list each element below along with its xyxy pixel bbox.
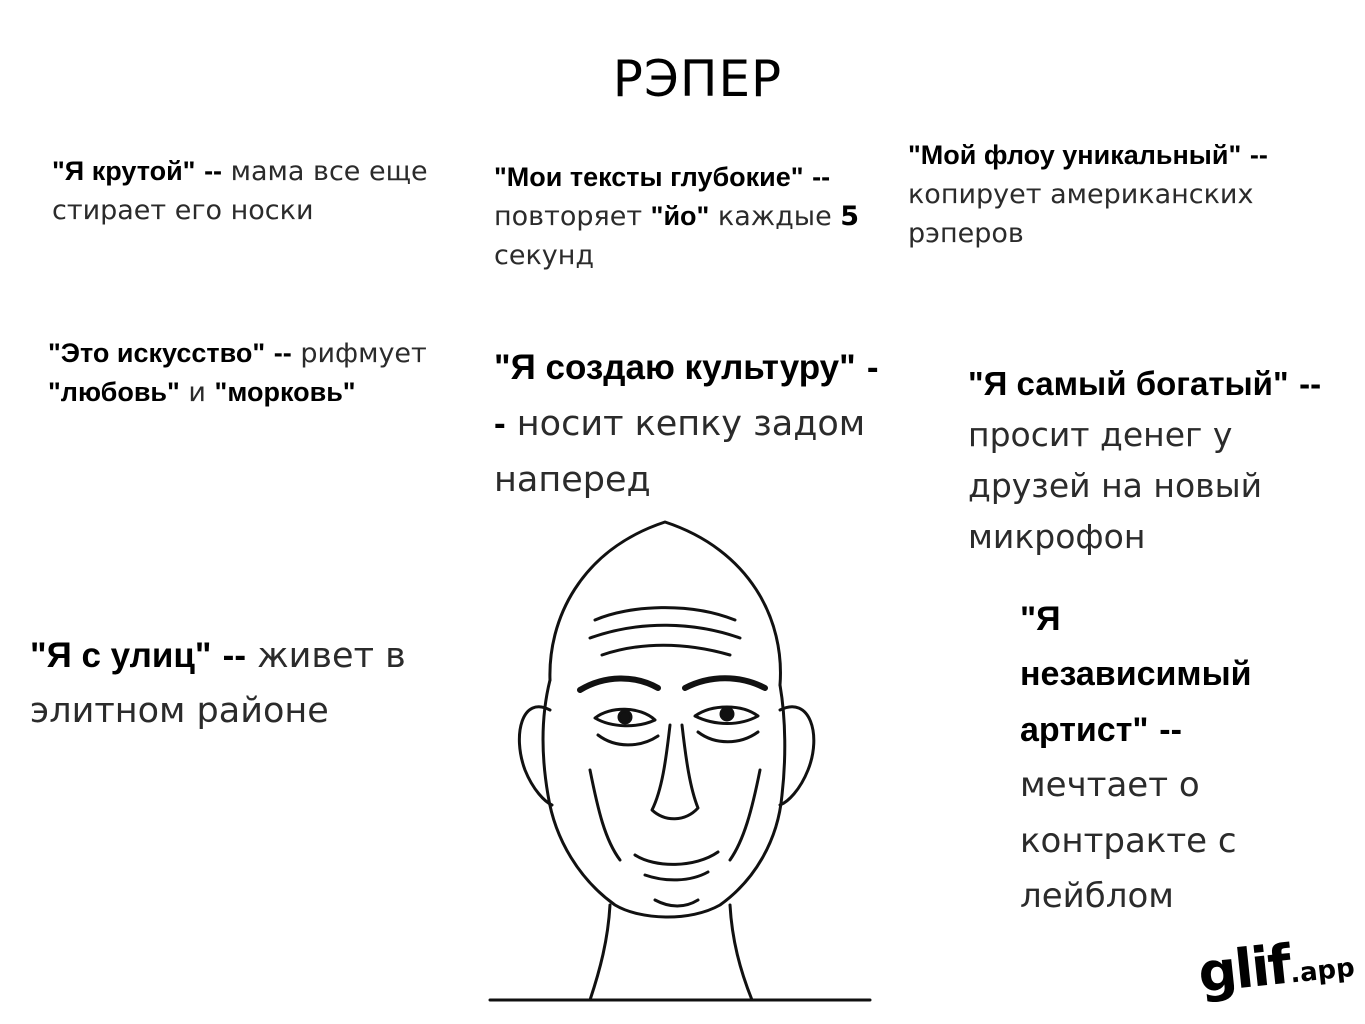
caption-text: просит денег у друзей на новый микрофон — [968, 415, 1263, 557]
caption-quote: "Это искусство" — [48, 338, 266, 368]
caption-text-b: каждые — [709, 201, 841, 233]
caption-culture — [494, 340, 884, 508]
caption-text: носит кепку задом наперед — [494, 404, 866, 500]
caption-text-b: и — [179, 377, 215, 409]
caption-quote: независимый артист" — [1020, 655, 1252, 749]
caption-dash: -- — [204, 156, 223, 186]
caption-quote-open: "Я — [1020, 600, 1061, 638]
caption-quote: "Я с улиц" — [30, 636, 212, 675]
caption-quote: "Мои тексты глубокие" — [494, 162, 804, 192]
caption-dash: -- — [222, 636, 246, 675]
caption-dash: -- — [494, 348, 879, 444]
logo-suffix: .app — [1288, 952, 1357, 990]
caption-dash: -- — [1249, 140, 1268, 170]
caption-quote: "Я создаю культуру" — [494, 348, 856, 387]
caption-number: 5 — [840, 201, 860, 233]
caption-quote: "Я крутой" — [52, 156, 196, 186]
glif-logo — [1195, 926, 1357, 1005]
caption-quote-love: "любовь" — [48, 377, 180, 408]
page-title: РЭПЕР — [612, 50, 783, 108]
logo-main: glif — [1195, 932, 1293, 1005]
caption-quote-carrot: "морковь" — [214, 377, 356, 408]
caption-quote-yo: "йо" — [650, 201, 710, 232]
caption-cool — [52, 152, 452, 230]
caption-streets — [30, 628, 430, 740]
caption-text: живет в элитном районе — [30, 636, 406, 732]
caption-text: мама все еще стирает его носки — [52, 156, 428, 227]
caption-deep-lyrics — [494, 158, 874, 275]
tired-face-drawing — [430, 510, 900, 1010]
caption-dash: -- — [273, 338, 292, 368]
caption-dash: -- — [812, 162, 831, 192]
caption-dash: -- — [1159, 710, 1182, 749]
caption-text: рифмует — [300, 338, 427, 369]
caption-text: повторяет — [494, 201, 651, 233]
caption-quote: "Мой флоу уникальный" — [908, 140, 1242, 170]
caption-unique-flow — [908, 136, 1328, 253]
caption-text: мечтает о контракте с лейблом — [1020, 765, 1237, 917]
caption-text: копирует американских рэперов — [908, 179, 1254, 250]
caption-art — [48, 334, 468, 412]
caption-dash: -- — [1299, 365, 1322, 402]
caption-quote: "Я самый богатый" — [968, 365, 1289, 402]
caption-independent — [1020, 592, 1340, 924]
caption-text-c: секунд — [494, 240, 595, 272]
caption-richest — [968, 358, 1358, 563]
